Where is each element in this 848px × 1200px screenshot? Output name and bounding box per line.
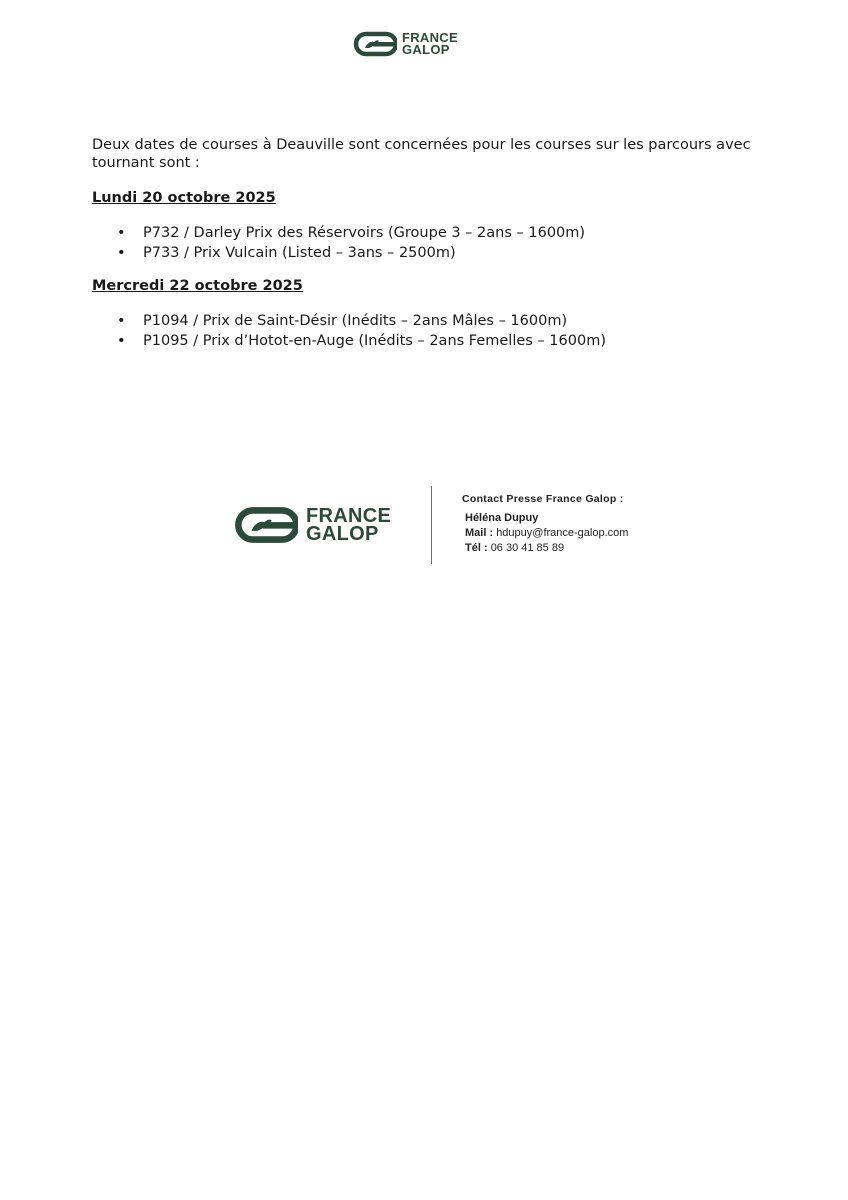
list-item — [92, 223, 585, 243]
contact-tel-line — [462, 541, 628, 556]
france-galop-emblem-icon — [353, 31, 397, 57]
bullet-icon: • — [117, 225, 126, 241]
mail-value[interactable]: hdupuy@france-galop.com — [496, 527, 629, 539]
race-text: P733 / Prix Vulcain (Listed – 3ans – 2500m) — [143, 245, 456, 261]
date-heading-wednesday: Mercredi 22 octobre 2025 — [92, 278, 303, 294]
logo-word-galop: GALOP — [402, 42, 450, 57]
logo-word-galop: GALOP — [306, 523, 379, 545]
tel-value: 06 30 41 85 89 — [490, 542, 565, 554]
bullet-icon: • — [117, 313, 126, 329]
bullet-icon: • — [117, 245, 126, 261]
bullet-icon: • — [117, 333, 126, 349]
logo-word-france: FRANCE — [306, 504, 392, 527]
list-item — [92, 331, 606, 351]
race-list-monday — [92, 223, 585, 263]
mail-label: Mail : — [465, 527, 494, 539]
france-galop-logo-header — [353, 31, 458, 57]
list-item — [92, 243, 585, 263]
intro-paragraph: Deux dates de courses à Deauville sont concernées pour les courses sur les parcours avec tournant sont : — [92, 137, 751, 171]
logo-word-france: FRANCE — [402, 30, 458, 46]
france-galop-emblem-icon — [234, 505, 298, 545]
date-heading-monday: Lundi 20 octobre 2025 — [92, 190, 276, 206]
france-galop-logo-footer — [234, 505, 391, 545]
tel-label: Tél : — [465, 542, 488, 554]
list-item — [92, 311, 606, 331]
contact-title: Contact Presse France Galop : — [462, 493, 624, 505]
press-contact — [462, 493, 628, 556]
contact-mail-line — [462, 526, 628, 541]
race-text: P1094 / Prix de Saint-Désir (Inédits – 2ans Mâles – 1600m) — [143, 313, 568, 329]
race-text: P732 / Darley Prix des Réservoirs (Groupe 3 – 2ans – 1600m) — [143, 225, 586, 241]
footer-divider — [431, 486, 432, 564]
race-list-wednesday — [92, 311, 606, 351]
contact-name: Héléna Dupuy — [465, 512, 539, 524]
race-text: P1095 / Prix d’Hotot-en-Auge (Inédits – 2ans Femelles – 1600m) — [143, 333, 606, 349]
